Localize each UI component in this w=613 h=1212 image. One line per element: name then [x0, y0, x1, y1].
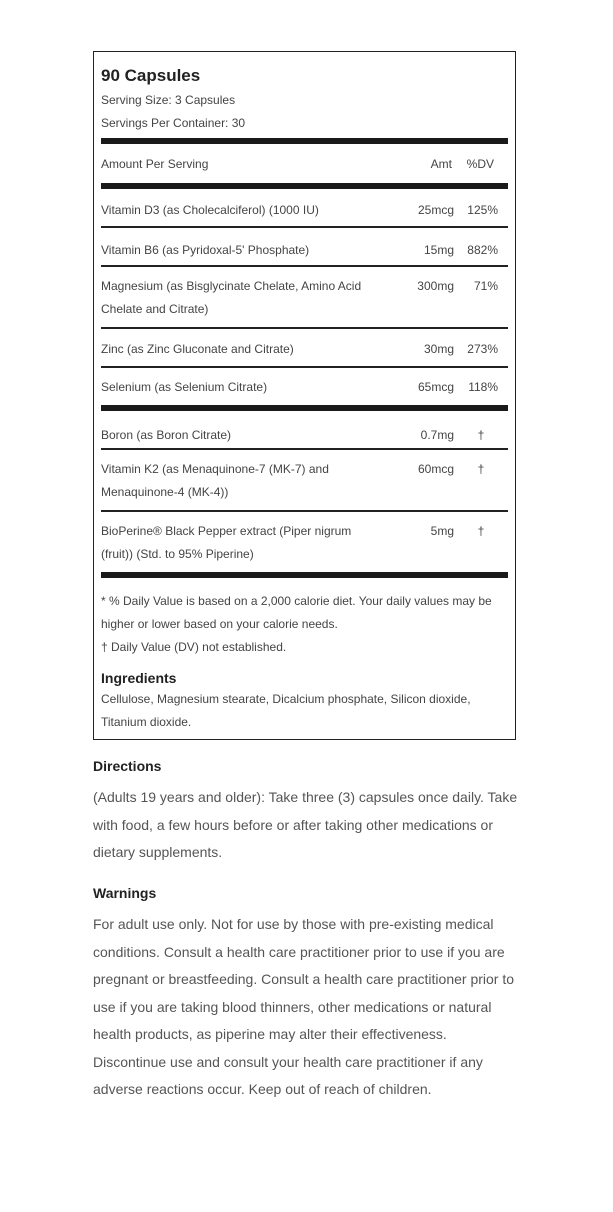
supplement-facts-panel [93, 51, 516, 740]
nutrient-amount: 60mcg [417, 462, 454, 476]
footnote-daily-value: * % Daily Value is based on a 2,000 calorie diet. Your daily values may be higher or lower based on your calorie needs. [101, 594, 492, 631]
nutrient-dv: 273% [467, 342, 498, 356]
nutrient-amount: 300mg [417, 279, 454, 293]
nutrient-name: Zinc (as Zinc Gluconate and Citrate) [101, 342, 294, 356]
nutrient-dv: † [477, 462, 485, 476]
nutrient-row [101, 368, 508, 405]
nutrient-row [101, 189, 508, 226]
nutrient-dv: † [477, 428, 485, 442]
nutrient-row [101, 411, 508, 448]
ingredients-text: Cellulose, Magnesium stearate, Dicalcium phosphate, Silicon dioxide, Titanium dioxide. [101, 692, 471, 729]
nutrient-dv: 118% [468, 380, 498, 394]
nutrient-dv: † [477, 524, 485, 538]
nutrient-name: Magnesium (as Bisglycinate Chelate, Amino Acid Chelate and Citrate) [101, 279, 362, 316]
nutrient-name: Selenium (as Selenium Citrate) [101, 380, 268, 394]
nutrient-amount: 25mcg [417, 203, 454, 217]
nutrient-name: Vitamin K2 (as Menaquinone-7 (MK-7) and Menaquinone-4 (MK-4)) [101, 462, 329, 499]
warnings-text: For adult use only. Not for use by those with pre-existing medical conditions. Consult a health care practitioner prior to use if you are pregnant or breastfeeding. Consult a health care practitioner prior to use if you are taking blood thinners, other medications or natural health products, as piperine may alter their effectiveness. Discontinue use and consult your health care practitioner if any adverse reactions occur. Keep out of reach of children. [93, 916, 515, 1097]
nutrient-row [101, 512, 508, 572]
directions-title: Directions [93, 758, 162, 774]
facts-header-row [101, 144, 508, 183]
ingredients-title: Ingredients [101, 670, 177, 686]
nutrient-row [101, 228, 508, 265]
nutrient-amount: 15mg [423, 243, 454, 257]
nutrient-dv: 71% [473, 279, 498, 293]
nutrient-row [101, 329, 508, 366]
serving-size: Serving Size: 3 Capsules [101, 93, 236, 107]
header-amt: Amt [430, 156, 452, 171]
warnings-section [93, 883, 523, 1104]
facts-title: 90 Capsules [101, 66, 201, 85]
nutrient-amount: 65mcg [417, 380, 454, 394]
nutrient-dv: 125% [467, 203, 498, 217]
nutrient-dv: 882% [467, 243, 498, 257]
header-amount-per-serving: Amount Per Serving [101, 156, 209, 171]
nutrient-amount: 0.7mg [420, 428, 454, 442]
warnings-title: Warnings [93, 885, 157, 901]
nutrient-row [101, 267, 508, 327]
nutrient-name: Boron (as Boron Citrate) [101, 428, 232, 442]
directions-text: (Adults 19 years and older): Take three (3) capsules once daily. Take with food, a few hours before or after taking other medications or dietary supplements. [93, 789, 518, 860]
nutrient-amount: 5mg [430, 524, 454, 538]
nutrient-row [101, 450, 508, 510]
servings-per-container: Servings Per Container: 30 [101, 116, 246, 130]
nutrient-name: Vitamin B6 (as Pyridoxal-5' Phosphate) [101, 243, 310, 257]
directions-section [93, 756, 523, 867]
header-dv: %DV [466, 156, 494, 171]
nutrient-name: Vitamin D3 (as Cholecalciferol) (1000 IU) [101, 203, 319, 217]
footnote-dagger: † Daily Value (DV) not established. [101, 640, 287, 654]
nutrient-name: BioPerine® Black Pepper extract (Piper nigrum (fruit)) (Std. to 95% Piperine) [101, 524, 352, 561]
divider-thick [101, 572, 508, 578]
nutrient-amount: 30mg [423, 342, 454, 356]
